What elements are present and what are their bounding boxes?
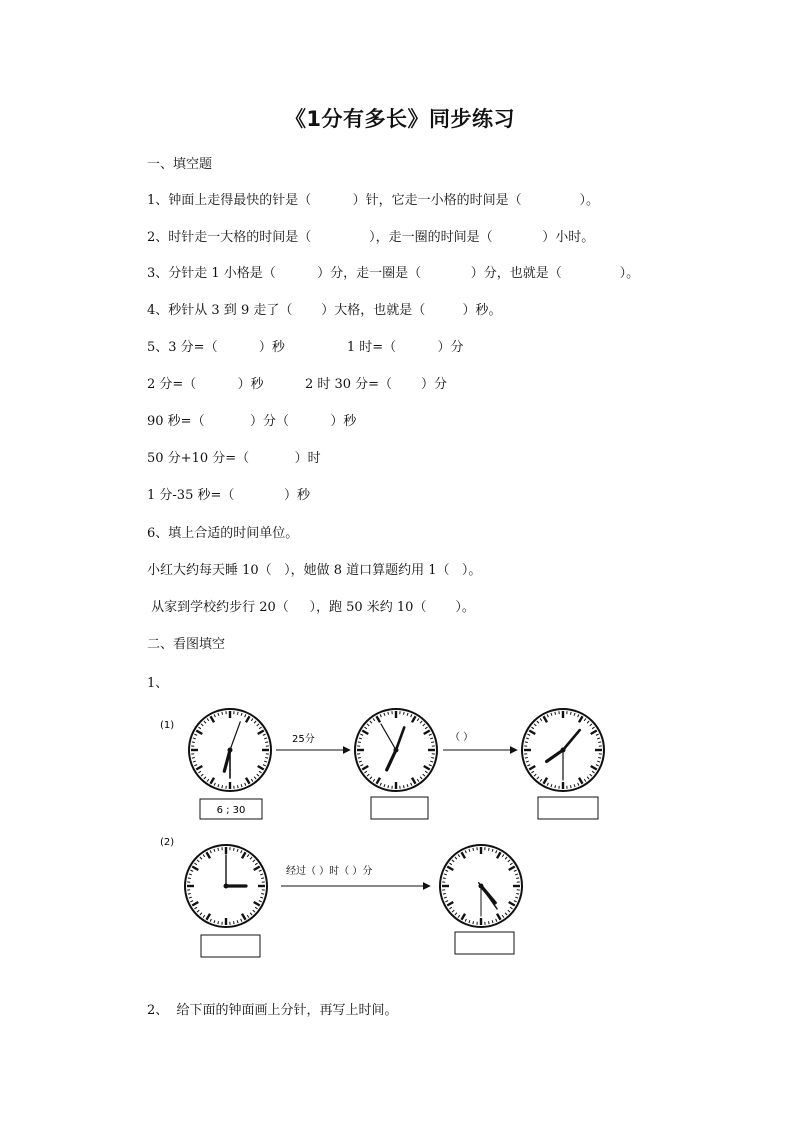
part-2-label: (2) (160, 837, 175, 848)
time-box-3[interactable] (538, 797, 598, 819)
section-heading-picture: 二、看图填空 (147, 637, 226, 652)
question-3: 3、分针走 1 小格是（ ）分，走一圈是（ ）分，也就是（ ）。 (147, 266, 640, 281)
time-box-5[interactable] (455, 932, 514, 954)
minute-tick (265, 757, 268, 758)
question-5-line-4: 50 分+10 分=（ ）时 (147, 451, 321, 466)
minute-tick (598, 742, 601, 743)
part-1-label: (1) (160, 720, 175, 731)
minute-tick (525, 757, 528, 758)
minute-tick (443, 878, 446, 879)
minute-tick (403, 785, 404, 788)
question-6-line-2: 从家到学校约步行 20（ ），跑 50 米约 10（ ）。 (147, 600, 475, 615)
question-6: 6、填上合适的时间单位。 (147, 526, 299, 541)
minute-tick (218, 921, 219, 924)
minute-tick (218, 848, 219, 851)
minute-tick (431, 757, 434, 758)
time-box-4[interactable] (201, 935, 260, 957)
section-heading-fill-blank: 一、填空题 (147, 157, 213, 172)
minute-tick (570, 712, 571, 715)
clock-center (561, 748, 566, 753)
time-box-2[interactable] (371, 797, 428, 819)
minute-tick (570, 785, 571, 788)
minute-tick (358, 742, 361, 743)
minute-tick (488, 921, 489, 924)
minute-tick (188, 878, 191, 879)
page-title: 《1分有多长》同步练习 (284, 107, 516, 131)
minute-tick (555, 785, 556, 788)
question-2: 2、时针走一大格的时间是（ ），走一圈的时间是（ ）小时。 (147, 230, 595, 245)
arrow-3-label: 经过（ ）时（ ）分 (286, 866, 373, 877)
minute-tick (222, 712, 223, 715)
minute-tick (358, 757, 361, 758)
minute-tick (222, 785, 223, 788)
minute-tick (388, 712, 389, 715)
question-5-line-5: 1 分-35 秒=（ ）秒 (147, 488, 310, 503)
minute-tick (598, 757, 601, 758)
minute-tick (431, 742, 434, 743)
clock-center (394, 748, 399, 753)
minute-tick (237, 785, 238, 788)
arrow-2-label: （ ） (450, 732, 474, 743)
minute-tick (192, 742, 195, 743)
minute-tick (233, 921, 234, 924)
clock-face-4 (185, 845, 267, 927)
clock-center (224, 884, 229, 889)
picture-question-2: 2、 给下面的钟面画上分针，再写上时间。 (147, 1003, 398, 1018)
minute-tick (555, 712, 556, 715)
minute-tick (188, 893, 191, 894)
question-5-line-2: 2 分=（ ）秒 2 时 30 分=（ ）分 (147, 377, 447, 392)
minute-tick (261, 878, 264, 879)
minute-tick (516, 893, 519, 894)
question-4: 4、秒针从 3 到 9 走了（ ）大格，也就是（ ）秒。 (147, 303, 502, 318)
time-box-1-text: 6 ; 30 (216, 805, 246, 816)
picture-question-1-label: 1、 (147, 676, 169, 691)
clock-face-1 (189, 709, 271, 791)
minute-tick (388, 785, 389, 788)
minute-tick (525, 742, 528, 743)
clock-center (228, 748, 233, 753)
minute-tick (473, 848, 474, 851)
question-6-line-1: 小红大约每天睡 10（ ），她做 8 道口算题约用 1（ ）。 (147, 563, 482, 578)
minute-tick (473, 921, 474, 924)
question-1: 1、钟面上走得最快的针是（ ）针，它走一小格的时间是（ ）。 (147, 193, 599, 208)
question-5-line-3: 90 秒=（ ）分（ ）秒 (147, 414, 357, 429)
minute-tick (443, 893, 446, 894)
minute-tick (265, 742, 268, 743)
minute-tick (488, 848, 489, 851)
arrow-1-label: 25分 (292, 734, 315, 745)
minute-tick (237, 712, 238, 715)
minute-tick (516, 878, 519, 879)
minute-tick (192, 757, 195, 758)
minute-tick (233, 848, 234, 851)
clock-center (479, 884, 484, 889)
minute-tick (261, 893, 264, 894)
minute-tick (403, 712, 404, 715)
clock-face-5 (440, 845, 522, 927)
question-5-line-1: 5、3 分=（ ）秒 1 时=（ ）分 (147, 340, 464, 355)
clock-face-2 (355, 709, 437, 791)
clock-face-3 (522, 709, 604, 791)
